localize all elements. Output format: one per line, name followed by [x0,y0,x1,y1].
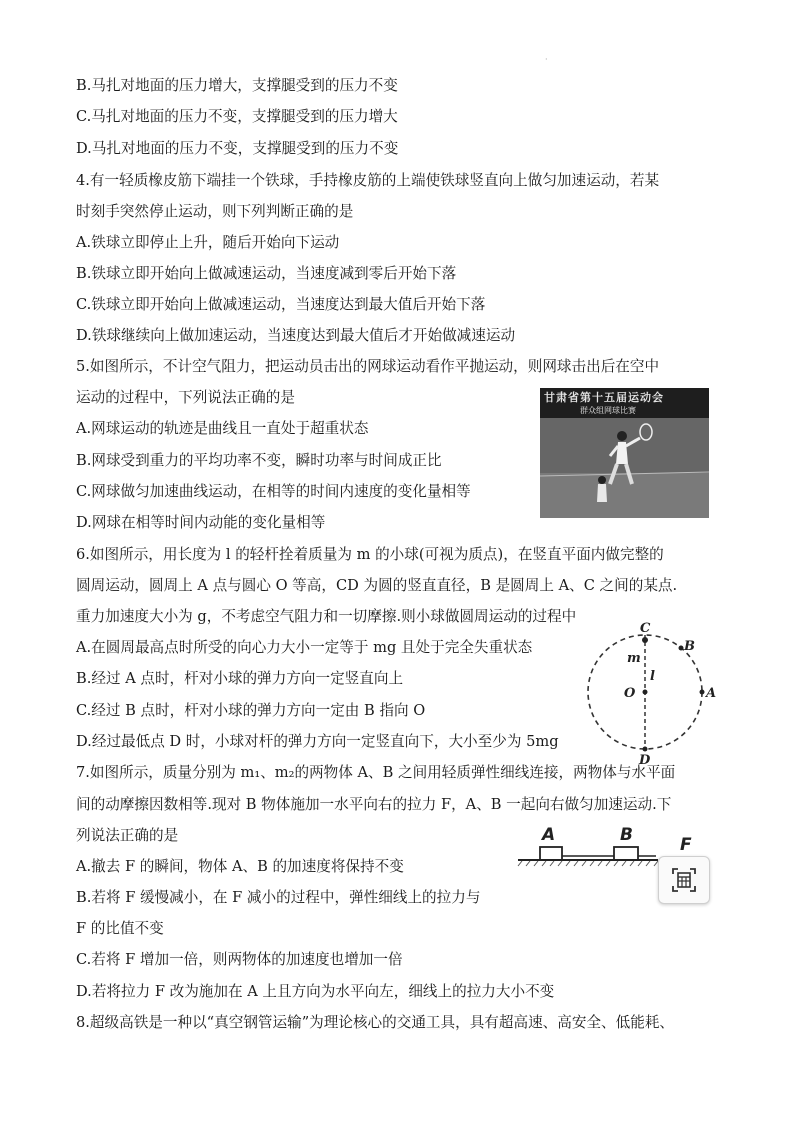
option-c: C.经过 B 点时，杆对小球的弹力方向一定由 B 指向 O [76,702,426,719]
text-line: B.马扎对地面的压力增大，支撑腿受到的压力不变 [76,77,398,94]
question-5-stem: 5.如图所示，不计空气阻力，把运动员击出的网球运动看作平抛运动，则网球击出后在空中 [76,358,660,375]
option-b: B.网球受到重力的平均功率不变，瞬时功率与时间成正比 [76,452,442,469]
label-b: B [620,825,633,845]
point-b [679,646,684,651]
option-b: B.铁球立即开始向上做减速运动，当速度减到零后开始下落 [76,265,457,282]
center-point [643,690,648,695]
question-6-stem: 6.如图所示，用长度为 l 的轻杆拴着质量为 m 的小球(可视为质点)，在竖直平面内做完整的 [76,546,664,563]
label-l: l [650,669,655,684]
text-line: 列说法正确的是 [76,827,179,844]
text-line: 间的动摩擦因数相等.现对 B 物体施加一水平向右的拉力 F，A、B 一起向右做匀加速运动.下 [76,796,672,813]
circular-motion-figure [578,620,728,770]
text-line: D.马扎对地面的压力不变，支撑腿受到的压力不变 [76,140,399,157]
option-a: A.撤去 F 的瞬间，物体 A、B 的加速度将保持不变 [76,858,404,875]
text-line: 时刻手突然停止运动，则下列判断正确的是 [76,203,354,220]
tennis-player-illustration [540,418,709,518]
page-speck: · [545,55,548,64]
calculator-icon [671,867,697,893]
option-d: D.铁球继续向上做加速运动，当速度达到最大值后才开始做减速运动 [76,327,516,344]
label-a: A [542,825,556,845]
question-4-stem: 4.有一轻质橡皮筋下端挂一个铁球，手持橡皮筋的上端使铁球竖直向上做匀加速运动，若某 [76,172,660,189]
point-d [643,747,648,752]
option-d: D.网球在相等时间内动能的变化量相等 [76,514,326,531]
option-c: C.网球做匀加速曲线运动，在相等的时间内速度的变化量相等 [76,483,471,500]
option-a: A.铁球立即停止上升，随后开始向下运动 [76,234,340,251]
point-a [700,690,705,695]
option-d: D.经过最低点 D 时，小球对杆的弹力方向一定竖直向下，大小至少为 5mg [76,733,559,750]
question-7-stem: 7.如图所示，质量分别为 m₁、m₂的两物体 A、B 之间用轻质弹性细线连接，两物体与水平面 [76,764,676,781]
option-b: B.若将 F 缓慢减小，在 F 减小的过程中，弹性细线上的拉力与 [76,889,481,906]
option-a: A.网球运动的轨迹是曲线且一直处于超重状态 [76,420,369,437]
option-c: C.若将 F 增加一倍，则两物体的加速度也增加一倍 [76,951,403,968]
text-line: 重力加速度大小为 g，不考虑空气阻力和一切摩擦.则小球做圆周运动的过程中 [76,608,577,625]
photo-banner-subtitle: 群众组网球比赛 [580,406,636,415]
label-b: B [684,639,695,654]
tennis-photo [540,388,709,518]
label-d: D [639,753,651,768]
label-f: F [680,835,692,855]
block-b [614,847,638,860]
question-8-stem: 8.超级高铁是一种以“真空钢管运输”为理论核心的交通工具，具有超高速、高安全、低能耗、 [76,1014,675,1031]
text-line: F 的比值不变 [76,920,164,937]
ground-hatching [518,861,658,866]
label-c: C [640,621,651,636]
option-b: B.经过 A 点时，杆对小球的弹力方向一定竖直向上 [76,670,404,687]
option-d: D.若将拉力 F 改为施加在 A 上且方向为水平向左，细线上的拉力大小不变 [76,983,555,1000]
text-line: C.马扎对地面的压力不变，支撑腿受到的压力增大 [76,108,398,125]
photo-banner-title: 甘肃省第十五届运动会 [544,391,664,404]
label-a: A [706,686,717,701]
block-a [540,847,562,860]
option-c: C.铁球立即开始向上做减速运动，当速度达到最大值后开始下落 [76,296,486,313]
calculator-button[interactable] [658,856,710,904]
ball-point [642,637,648,643]
text-line: 圆周运动，圆周上 A 点与圆心 O 等高，CD 为圆的竖直直径，B 是圆周上 A、C 之间的某点. [76,577,678,594]
option-a: A.在圆周最高点时所受的向心力大小一定等于 mg 且处于完全失重状态 [76,639,533,656]
label-o: O [624,686,636,701]
text-line: 运动的过程中，下列说法正确的是 [76,389,295,406]
label-m: m [627,651,641,666]
